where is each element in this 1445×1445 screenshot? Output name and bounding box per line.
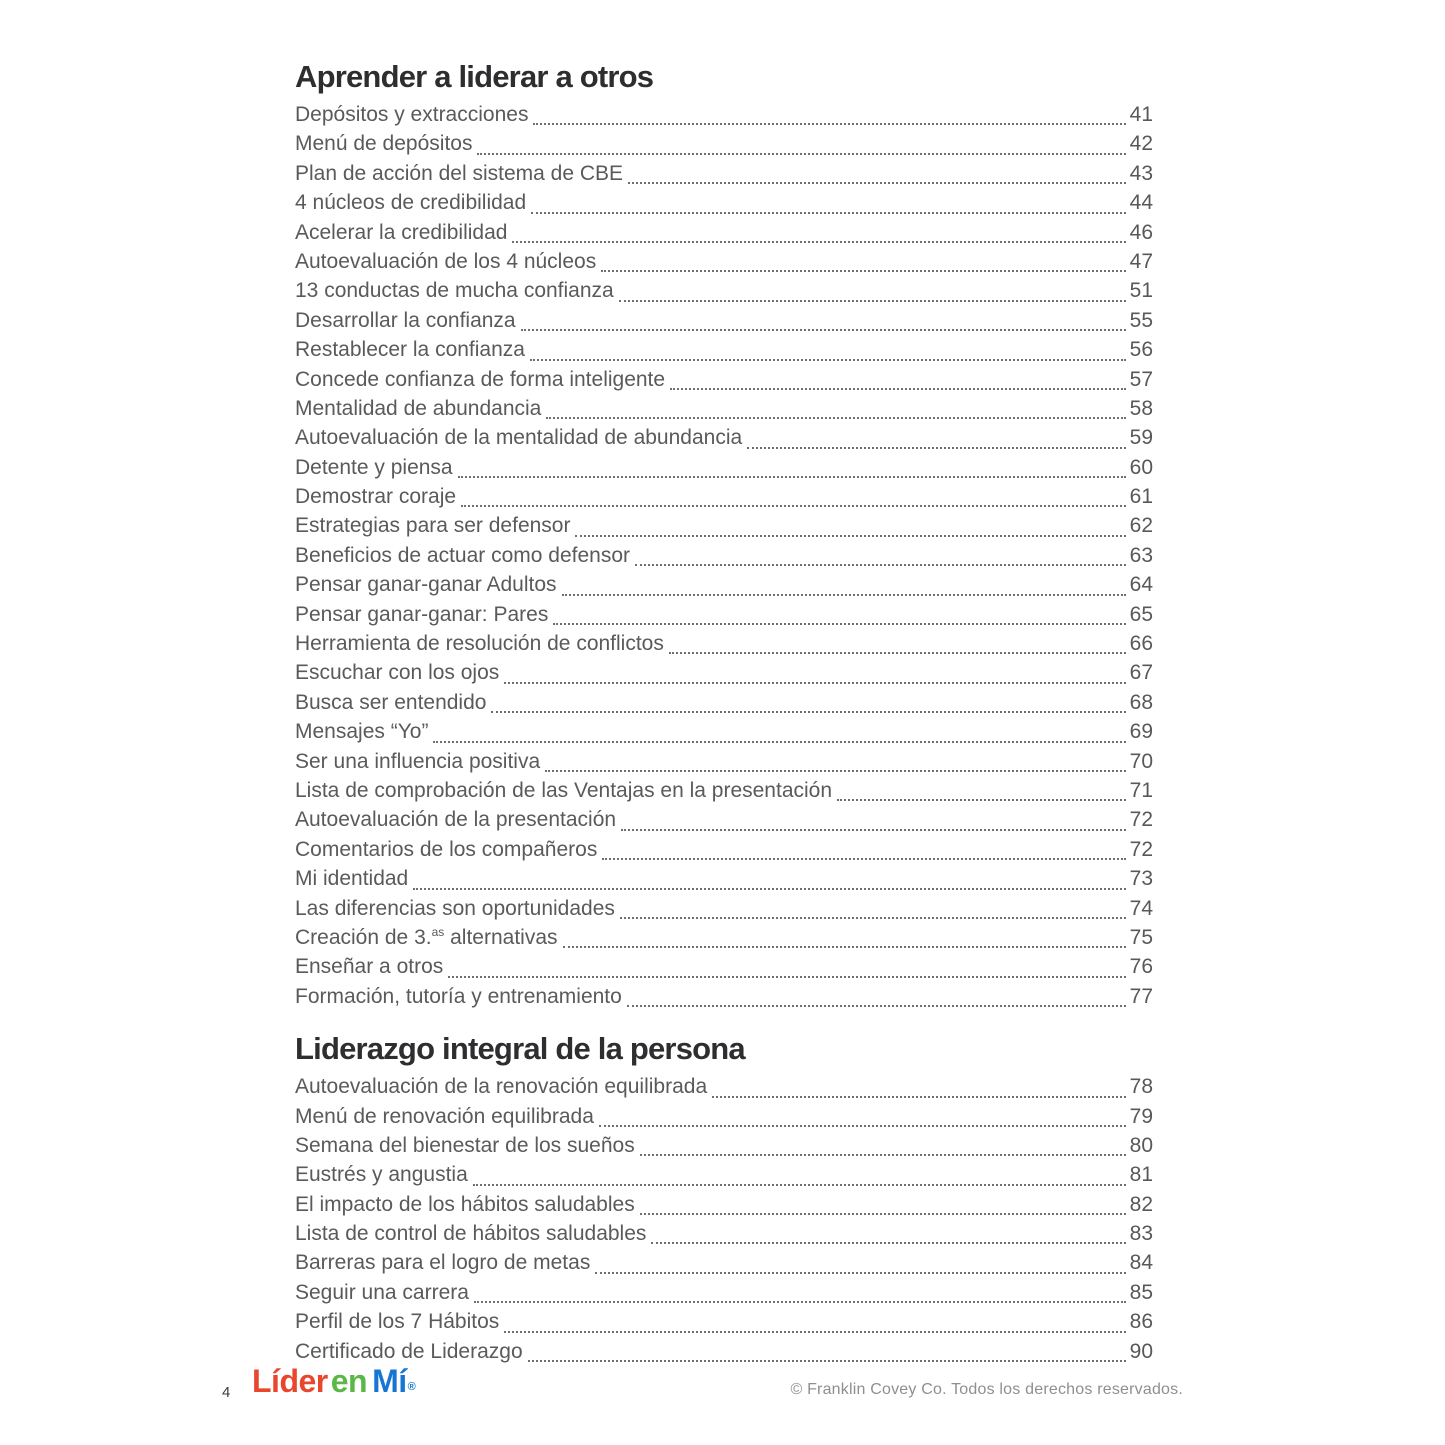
entry-title: Detente y piensa — [295, 455, 453, 479]
entry-page-number: 72 — [1129, 808, 1153, 832]
toc-entry — [295, 514, 1153, 543]
entry-title: Beneficios de actuar como defensor — [295, 543, 631, 567]
logo-word-en: en — [330, 1363, 368, 1399]
entry-page-number: 57 — [1129, 367, 1153, 391]
dot-leader — [651, 1242, 1125, 1244]
entry-page-number: 72 — [1129, 837, 1153, 861]
dot-leader — [504, 682, 1125, 684]
entry-page-number: 43 — [1129, 161, 1153, 185]
dot-leader — [628, 182, 1126, 184]
entry-page-number: 63 — [1129, 543, 1153, 567]
toc-entry — [295, 162, 1153, 191]
entry-title: Autoevaluación de la presentación — [295, 808, 617, 832]
toc-entry — [295, 632, 1153, 661]
entry-title: Seguir una carrera — [295, 1280, 469, 1304]
entry-page-number: 84 — [1129, 1251, 1153, 1275]
entry-page-number: 46 — [1129, 220, 1153, 244]
dot-leader — [670, 388, 1126, 390]
entry-title: Mentalidad de abundancia — [295, 396, 542, 420]
entry-title: Creación de 3.$^{as}$ alternativas — [295, 924, 558, 949]
toc-entry — [295, 544, 1153, 573]
toc-entry — [295, 1310, 1153, 1339]
toc-section — [295, 1030, 1153, 1369]
entry-title: Barreras para el logro de metas — [295, 1251, 591, 1275]
dot-leader — [562, 594, 1126, 596]
toc-entry — [295, 368, 1153, 397]
dot-leader — [458, 476, 1126, 478]
toc-entry — [295, 808, 1153, 837]
toc-entry — [295, 221, 1153, 250]
entry-page-number: 68 — [1129, 690, 1153, 714]
entry-title: Semana del bienestar de los sueños — [295, 1133, 635, 1157]
dot-leader — [433, 741, 1125, 743]
entry-page-number: 83 — [1129, 1222, 1153, 1246]
dot-leader — [545, 770, 1125, 772]
toc-entry — [295, 955, 1153, 984]
entry-title: Estrategias para ser defensor — [295, 514, 571, 538]
toc-entry — [295, 1222, 1153, 1251]
logo-word-lider: Líder — [252, 1363, 328, 1399]
entry-title: Certificado de Liderazgo — [295, 1339, 523, 1363]
toc-entry — [295, 985, 1153, 1014]
dot-leader — [531, 212, 1125, 214]
entry-title: Pensar ganar-ganar: Pares — [295, 602, 549, 626]
entry-title: Herramienta de resolución de conflictos — [295, 632, 664, 656]
toc-entry — [295, 750, 1153, 779]
toc-entry — [295, 1193, 1153, 1222]
entry-title: Enseñar a otros — [295, 955, 444, 979]
dot-leader — [747, 447, 1125, 449]
page-number: 4 — [222, 1384, 231, 1401]
entry-page-number: 61 — [1129, 485, 1153, 509]
entry-page-number: 76 — [1129, 955, 1153, 979]
section-heading: Liderazgo integral de la persona — [295, 1031, 745, 1067]
toc-sections — [295, 58, 1153, 1369]
entry-title: Concede confianza de forma inteligente — [295, 367, 666, 391]
entry-page-number: 79 — [1129, 1104, 1153, 1128]
toc-entry — [295, 661, 1153, 690]
dot-leader — [413, 888, 1125, 890]
dot-leader — [640, 1154, 1126, 1156]
entry-title: Eustrés y angustia — [295, 1163, 468, 1187]
entry-page-number: 86 — [1129, 1310, 1153, 1334]
toc-entry — [295, 1163, 1153, 1192]
entry-title: Comentarios de los compañeros — [295, 837, 598, 861]
entry-page-number: 71 — [1129, 778, 1153, 802]
dot-leader — [533, 123, 1125, 125]
toc-entry — [295, 132, 1153, 161]
entry-page-number: 60 — [1129, 455, 1153, 479]
entry-title: Busca ser entendido — [295, 690, 487, 714]
toc-content — [295, 58, 1153, 1369]
toc-entry — [295, 456, 1153, 485]
toc-entry — [295, 1281, 1153, 1310]
toc-entry — [295, 191, 1153, 220]
dot-leader — [620, 917, 1126, 919]
dot-leader — [504, 1331, 1125, 1333]
dot-leader — [491, 711, 1125, 713]
entry-title: Escuchar con los ojos — [295, 661, 500, 685]
entry-title: 4 núcleos de credibilidad — [295, 191, 527, 215]
toc-entry — [295, 397, 1153, 426]
logo-word-mi: Mí — [372, 1363, 407, 1399]
entry-title: Perfil de los 7 Hábitos — [295, 1310, 500, 1334]
dot-leader — [474, 1301, 1126, 1303]
entry-title: Desarrollar la confianza — [295, 308, 516, 332]
dot-leader — [712, 1096, 1126, 1098]
entry-page-number: 85 — [1129, 1280, 1153, 1304]
entry-title: Autoevaluación de la mentalidad de abundancia — [295, 426, 743, 450]
entry-title: Formación, tutoría y entrenamiento — [295, 984, 622, 1008]
entry-page-number: 75 — [1129, 925, 1153, 949]
toc-entry — [295, 338, 1153, 367]
dot-leader — [512, 241, 1125, 243]
toc-entry — [295, 103, 1153, 132]
entry-page-number: 81 — [1129, 1163, 1153, 1187]
entry-page-number: 78 — [1129, 1075, 1153, 1099]
dot-leader — [461, 505, 1126, 507]
toc-entry — [295, 603, 1153, 632]
toc-entry — [295, 897, 1153, 926]
toc-entry — [295, 1105, 1153, 1134]
dot-leader — [599, 1125, 1126, 1127]
dot-leader — [553, 623, 1125, 625]
entry-title: Autoevaluación de los 4 núcleos — [295, 249, 597, 273]
entry-title: Pensar ganar-ganar Adultos — [295, 573, 557, 597]
dot-leader — [521, 329, 1126, 331]
entry-title: Demostrar coraje — [295, 485, 457, 509]
entry-page-number: 64 — [1129, 573, 1153, 597]
entry-page-number: 55 — [1129, 308, 1153, 332]
entry-title: Menú de renovación equilibrada — [295, 1104, 594, 1128]
dot-leader — [477, 153, 1125, 155]
entry-title-superscript: as — [431, 924, 445, 939]
entry-title: Menú de depósitos — [295, 132, 473, 156]
entry-title: Mensajes “Yo” — [295, 720, 429, 744]
entry-page-number: 62 — [1129, 514, 1153, 538]
toc-entry — [295, 691, 1153, 720]
entry-page-number: 82 — [1129, 1192, 1153, 1216]
entry-title: Lista de control de hábitos saludables — [295, 1222, 647, 1246]
entry-title: Ser una influencia positiva — [295, 749, 541, 773]
dot-leader — [528, 1360, 1126, 1362]
entry-page-number: 74 — [1129, 896, 1153, 920]
entry-title: 13 conductas de mucha confianza — [295, 279, 614, 303]
entry-title: Acelerar la credibilidad — [295, 220, 508, 244]
toc-entry — [295, 720, 1153, 749]
dot-leader — [621, 829, 1126, 831]
toc-entry — [295, 867, 1153, 896]
entry-page-number: 51 — [1129, 279, 1153, 303]
dot-leader — [448, 976, 1125, 978]
dot-leader — [595, 1272, 1125, 1274]
copyright-text: © Franklin Covey Co. Todos los derechos reservados. — [790, 1381, 1183, 1398]
entry-page-number: 77 — [1129, 984, 1153, 1008]
toc-entry — [295, 1134, 1153, 1163]
entry-title: El impacto de los hábitos saludables — [295, 1192, 635, 1216]
dot-leader — [837, 799, 1126, 801]
dot-leader — [602, 858, 1125, 860]
entry-page-number: 56 — [1129, 338, 1153, 362]
toc-entry — [295, 279, 1153, 308]
toc-entry — [295, 779, 1153, 808]
toc-entry — [295, 573, 1153, 602]
entry-page-number: 58 — [1129, 396, 1153, 420]
entry-page-number: 66 — [1129, 632, 1153, 656]
entry-title: Lista de comprobación de las Ventajas en la presentación — [295, 778, 833, 802]
dot-leader — [601, 270, 1125, 272]
toc-entry — [295, 1340, 1153, 1369]
toc-entry — [295, 426, 1153, 455]
dot-leader — [619, 300, 1126, 302]
dot-leader — [627, 1005, 1126, 1007]
entry-page-number: 70 — [1129, 749, 1153, 773]
toc-entry — [295, 485, 1153, 514]
entry-page-number: 90 — [1129, 1339, 1153, 1363]
dot-leader — [530, 359, 1126, 361]
section-heading: Aprender a liderar a otros — [295, 59, 654, 94]
entry-page-number: 65 — [1129, 602, 1153, 626]
entry-title: Las diferencias son oportunidades — [295, 896, 615, 920]
entry-title: Depósitos y extracciones — [295, 103, 529, 126]
entry-page-number: 42 — [1129, 132, 1153, 156]
entry-title: Plan de acción del sistema de CBE — [295, 161, 624, 185]
dot-leader — [640, 1213, 1126, 1215]
entry-title: Mi identidad — [295, 867, 409, 891]
entry-page-number: 41 — [1129, 103, 1153, 126]
dot-leader — [546, 417, 1125, 419]
registered-trademark-icon: ® — [407, 1381, 416, 1393]
entry-page-number: 67 — [1129, 661, 1153, 685]
entry-title: Restablecer la confianza — [295, 338, 525, 362]
entry-page-number: 47 — [1129, 249, 1153, 273]
toc-entry — [295, 926, 1153, 955]
dot-leader — [635, 564, 1126, 566]
dot-leader — [473, 1184, 1126, 1186]
toc-entry — [295, 1075, 1153, 1104]
entry-page-number: 59 — [1129, 426, 1153, 450]
toc-section — [295, 58, 1153, 1014]
toc-entry — [295, 838, 1153, 867]
dot-leader — [563, 946, 1126, 948]
dot-leader — [575, 535, 1125, 537]
entry-page-number: 44 — [1129, 191, 1153, 215]
toc-entry — [295, 309, 1153, 338]
entry-page-number: 69 — [1129, 720, 1153, 744]
dot-leader — [669, 652, 1126, 654]
entry-page-number: 80 — [1129, 1133, 1153, 1157]
toc-entry — [295, 1251, 1153, 1280]
toc-entry — [295, 250, 1153, 279]
entry-title: Autoevaluación de la renovación equilibrada — [295, 1075, 708, 1099]
entry-page-number: 73 — [1129, 867, 1153, 891]
